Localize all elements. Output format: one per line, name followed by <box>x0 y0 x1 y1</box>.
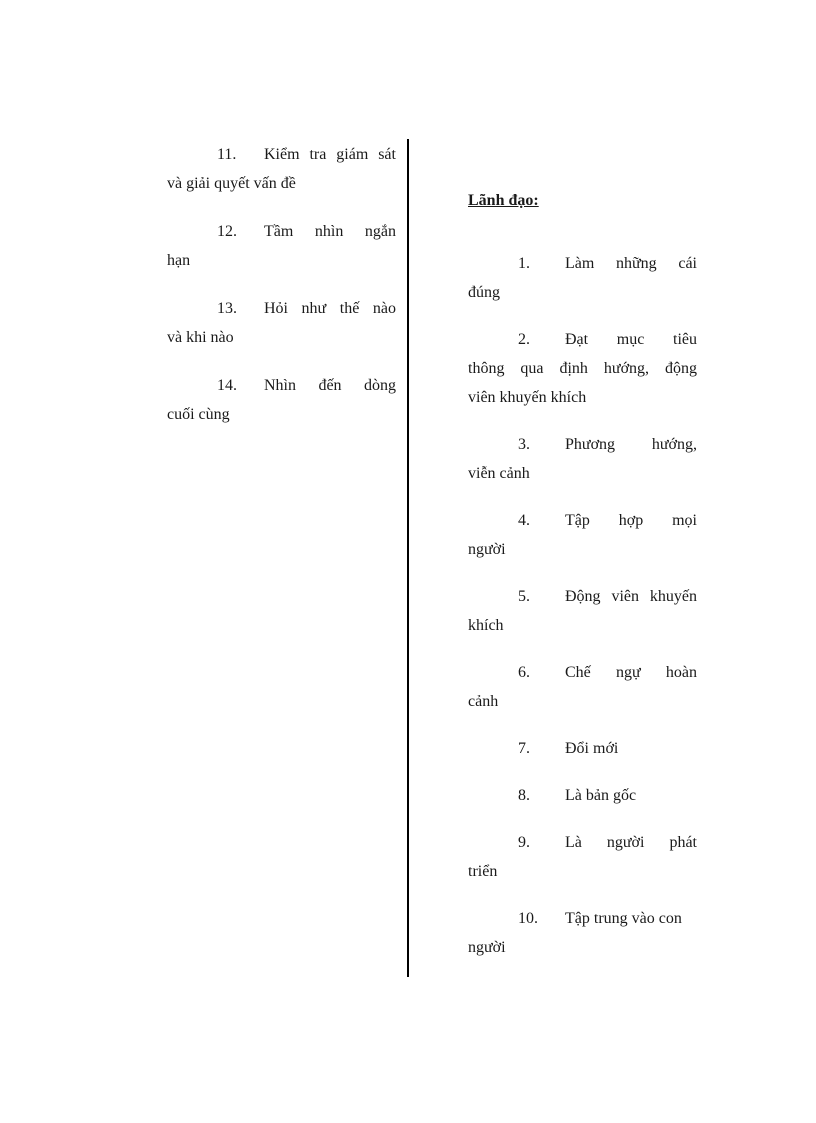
item-word: Tập <box>565 512 590 529</box>
item-word: nhìn <box>314 223 344 240</box>
item-number: 9. <box>518 834 530 851</box>
item-word: khuyến <box>649 588 697 605</box>
list-item <box>167 294 396 352</box>
item-word: dòng <box>363 377 396 394</box>
list-item <box>468 734 697 763</box>
item-word: Là bản gốc <box>565 787 637 804</box>
item-word: hợp <box>618 512 644 529</box>
item-word: cái <box>678 255 697 272</box>
list-item <box>468 658 697 716</box>
item-word: như <box>301 300 327 317</box>
item-word: Làm <box>565 255 595 272</box>
item-number: 13. <box>217 300 237 317</box>
item-continuation: thông qua định hướng, động <box>468 360 697 377</box>
item-word: mục <box>616 331 645 348</box>
item-word: những <box>616 255 657 272</box>
item-word: Tập trung vào con <box>565 910 682 927</box>
item-number: 1. <box>518 255 530 272</box>
item-continuation: khích <box>468 617 504 634</box>
item-word: đến <box>318 377 342 394</box>
item-number: 4. <box>518 512 530 529</box>
item-word: người <box>606 834 645 851</box>
item-word: Chế <box>565 664 591 681</box>
list-item <box>468 325 697 412</box>
item-word: Tầm <box>264 223 294 240</box>
item-word: mọi <box>672 512 697 529</box>
item-number: 2. <box>518 331 530 348</box>
item-word: Kiểm <box>264 146 300 163</box>
left-column <box>167 140 396 448</box>
item-word: sát <box>378 146 396 163</box>
right-column <box>468 186 697 980</box>
item-number: 8. <box>518 787 530 804</box>
column-divider <box>407 139 409 977</box>
item-word: Hỏi <box>264 300 288 317</box>
item-continuation: đúng <box>468 284 500 301</box>
item-continuation: người <box>468 541 506 558</box>
item-number: 3. <box>518 436 530 453</box>
item-word: ngự <box>616 664 641 681</box>
item-word: Nhìn <box>264 377 296 394</box>
list-item <box>468 430 697 488</box>
item-continuation: và giải quyết vấn đề <box>167 175 296 192</box>
item-number: 6. <box>518 664 530 681</box>
item-word: thế <box>339 300 360 317</box>
item-number: 14. <box>217 377 237 394</box>
list-item <box>468 781 697 810</box>
list-item <box>167 217 396 275</box>
list-item <box>167 140 396 198</box>
item-word: Là <box>565 834 582 851</box>
item-number: 5. <box>518 588 530 605</box>
item-continuation: và khi nào <box>167 329 234 346</box>
item-word: tra <box>309 146 327 163</box>
item-word: Đổi mới <box>565 740 619 757</box>
item-word: Đạt <box>565 331 589 348</box>
item-number: 10. <box>518 910 538 927</box>
item-continuation: hạn <box>167 252 191 269</box>
item-continuation: viên khuyến khích <box>468 389 587 406</box>
list-item <box>167 371 396 429</box>
item-word: ngắn <box>364 223 396 240</box>
item-word: phát <box>669 834 697 851</box>
list-item <box>468 506 697 564</box>
item-continuation: triển <box>468 863 498 880</box>
list-item <box>468 582 697 640</box>
item-continuation: cuối cùng <box>167 406 230 423</box>
item-word: tiêu <box>673 331 697 348</box>
item-word: hoàn <box>665 664 697 681</box>
list-item <box>468 249 697 307</box>
item-word: Động <box>565 588 601 605</box>
item-continuation: cảnh <box>468 693 499 710</box>
list-item <box>468 904 697 962</box>
item-number: 7. <box>518 740 530 757</box>
item-word: nào <box>372 300 396 317</box>
item-word: viên <box>611 588 639 605</box>
item-number: 11. <box>217 146 237 163</box>
section-heading: Lãnh đạo: <box>468 192 539 209</box>
item-word: giám <box>336 146 369 163</box>
item-continuation: viễn cảnh <box>468 465 530 482</box>
item-word: hướng, <box>651 436 697 453</box>
item-word: Phương <box>565 436 616 453</box>
item-number: 12. <box>217 223 237 240</box>
list-item <box>468 828 697 886</box>
item-continuation: người <box>468 939 506 956</box>
